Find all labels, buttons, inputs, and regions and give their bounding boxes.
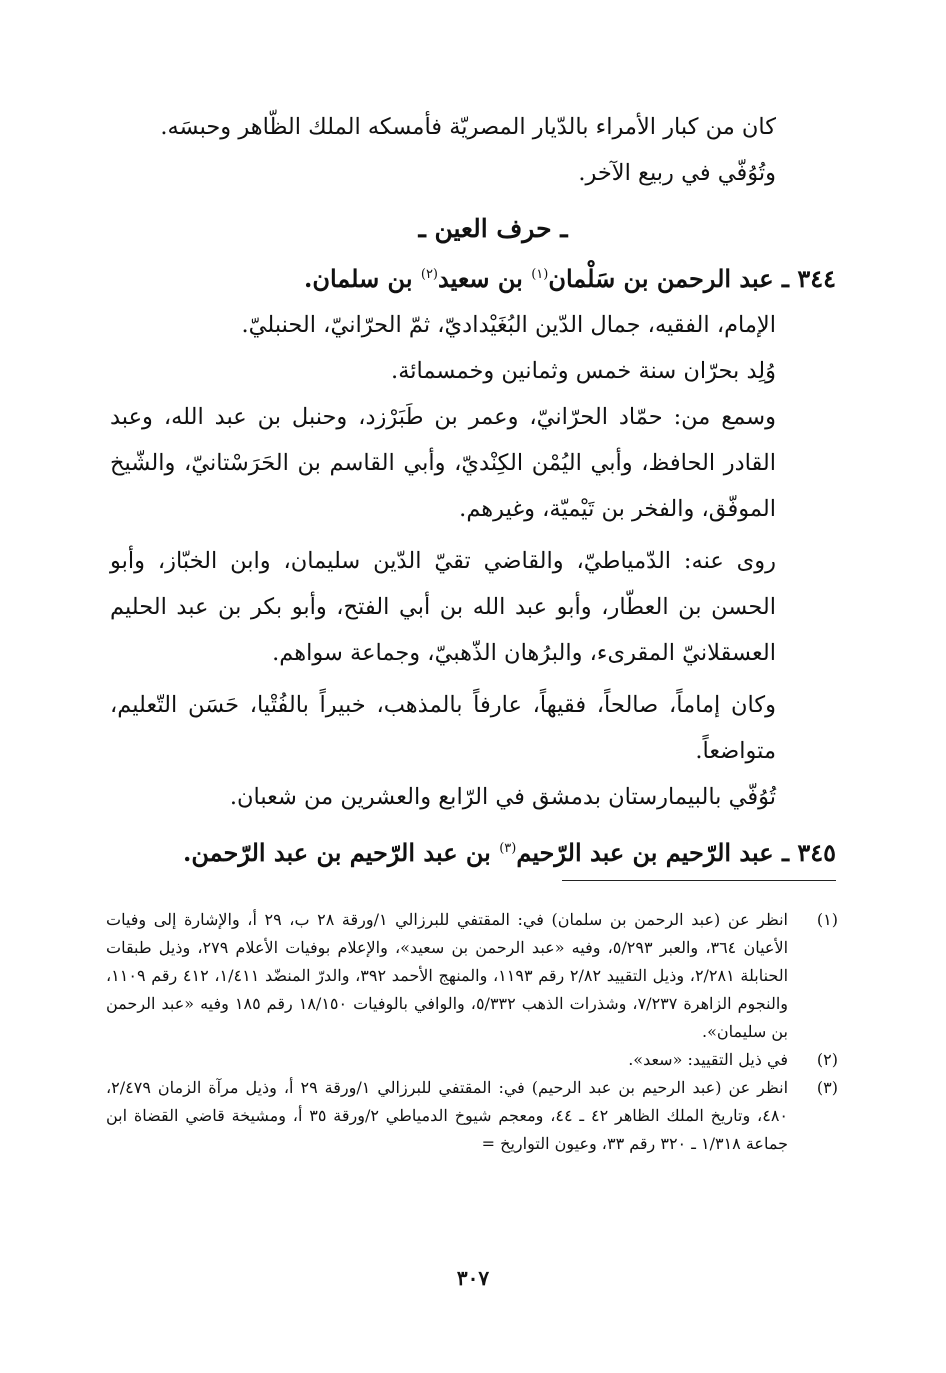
footnote-number: (١) [816,910,838,929]
paragraph-death-rabi: وتُوُفّي في ربيع الآخر. [578,160,776,186]
paragraph-students: روى عنه: الدّمياطيّ، والقاضي تقيّ الدّين سليمان، وابن الخبّاز، وأبو الحسن بن العطّار، وأبو عبد الله بن أبي الفتح، وأبو بكر بن عبد الحليم العسقلانيّ المقرىء، والبرُهان الذّهبيّ، وجماعة سواهم. [110,548,776,666]
paragraph-birth: وُلِد بحرّان سنة خمس وثمانين وخمسمائة. [391,358,776,384]
paragraph-teachers: وسمع من: حمّاد الحرّانيّ، وعمر بن طَبَرْزد، وحنبل بن عبد الله، وعبد القادر الحافظ، وأبي اليُمْن الكِنْديّ، وأبي القاسم بن الحَرَسْتانيّ، والشّيخ الموفّق، والفخر بن تَيْميّة، وغيرهم. [110,404,776,522]
section-title: ـ حرف العين ـ [418,214,568,243]
entry-345-name: ٣٤٥ ـ عبد الرّحيم بن عبد الرّحيم [516,838,836,867]
footnote-separator [562,880,836,881]
paragraph-death: تُوُفّي بالبيمارستان بدمشق في الرّابع والعشرين من شعبان. [229,784,776,810]
footnote-text: في ذيل التقييد: «سعد». [628,1050,788,1069]
entry-345-name-end: بن عبد الرّحيم بن عبد الرّحمن. [183,838,500,867]
entry-344-name-mid: بن سعيد [438,264,532,293]
entry-345-heading [110,830,836,876]
paragraph-titles: الإمام، الفقيه، جمال الدّين البُغَيْداديّ، ثمّ الحرّانيّ، الحنبليّ. [241,312,776,338]
paragraph-description: وكان إماماً، صالحاً، فقيهاً، عارفاً بالمذهب، خبيراً بالفُتْيا، حَسَن التّعليم، متواضعاً. [110,692,776,764]
footnote-number: (٢) [816,1050,838,1069]
entry-344-heading [110,256,836,302]
entry-344-name-end: بن سلمان. [303,264,421,293]
footnote-ref-1[interactable]: (١) [531,267,549,282]
entry-344-name: ٣٤٤ ـ عبد الرحمن بن سَلْمان [548,264,836,293]
footnote-text: انظر عن (عبد الرحمن بن سلمان) في: المقتفي للبرزالي ١/ورقة ٢٨ ب، ٢٩ أ، والإشارة إلى وفيات الأعيان ٣٦٤، والعبر ٥/٢٩٣، وفيه «عبد الرحمن بن سعيد»، والإعلام بوفيات الأعلام ٢٧٩، وذيل طبقات الحنابلة ٢/٢٨١، وذيل التقييد ٢/٨٢ رقم ١١٩٣، والمنهج الأحمد ٣٩٢، والدرّ المنضّد ١/٤١١، ٤١٢ رقم ١١٠٩، والنجوم الزاهرة ٧/٢٣٧، وشذرات الذهب ٥/٣٣٢، والوافي بالوفيات ١٨/١٥٠ رقم ١٨٥ وفيه «عبد الرحمن بن سليمان». [106,910,789,1041]
footnote-text: انظر عن (عبد الرحيم بن عبد الرحيم) في: المقتفي للبرزالي ١/ورقة ٢٩ أ، وذيل مرآة الزمان ٢/٤٧٩، ٤٨٠، وتاريخ الملك الظاهر ٤٢ ـ ٤٤، ومعجم شيوخ الدمياطي ٢/ورقة ٣٥ أ، ومشيخة قاضي القضاة ابن جماعة ١/٣١٨ ـ ٣٢٠ رقم ٣٣، وعيون التواريخ = [106,1078,789,1153]
main-text [110,104,836,876]
paragraph-imprisonment: كان من كبار الأمراء بالدّيار المصريّة فأمسكه الملك الظّاهر وحبسَه. [160,114,776,140]
footnote-number: (٣) [816,1078,838,1097]
footnote-ref-2[interactable]: (٢) [420,267,438,282]
footnote-3 [106,1074,838,1158]
footnote-2 [106,1046,838,1074]
footnote-ref-3[interactable]: (٣) [499,841,517,856]
page-number: ٣٠٧ [456,1266,490,1290]
footnote-1 [106,906,838,1046]
footnotes [106,906,838,1158]
